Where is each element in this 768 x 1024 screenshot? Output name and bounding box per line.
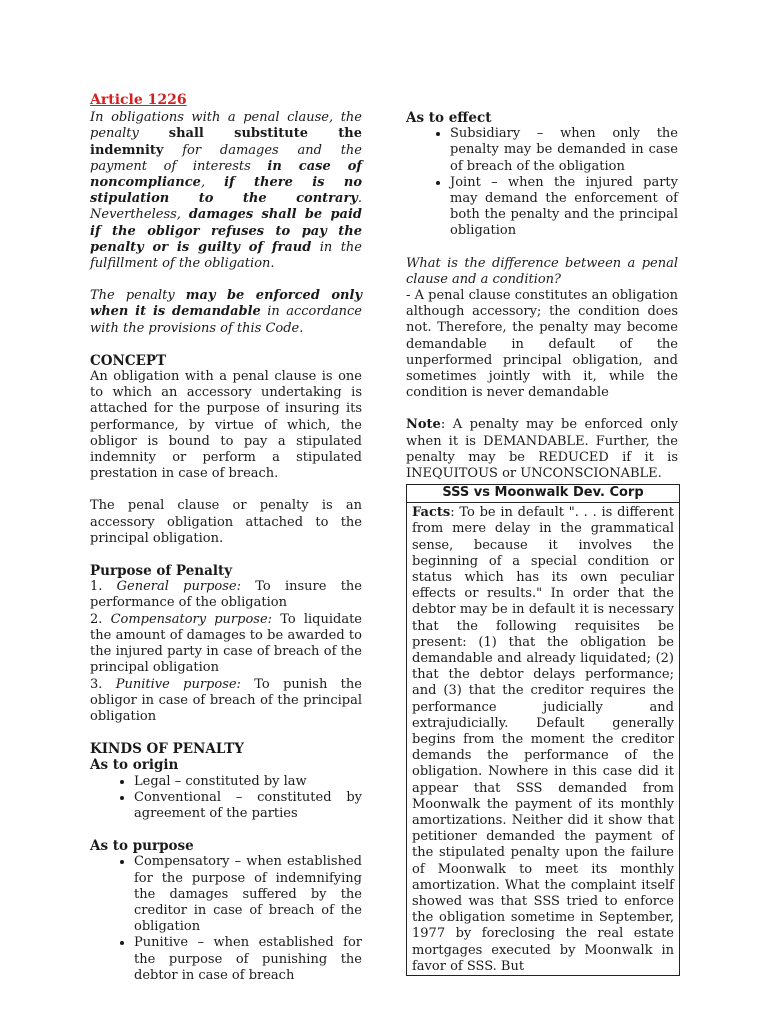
right-column — [406, 110, 678, 482]
purpose-item-3: 3. Punitive purpose: To punish the obligor in case of breach of the principal obligation — [90, 676, 362, 724]
article-title: Article 1226 — [90, 92, 187, 108]
article-paragraph-1: In obligations with a penal clause, the penalty shall substitute the indemnity for damages and the payment of interests in case of noncompliance, if there is no stipulation to the contrary. Nevertheless, damages shall be paid if the obligor refuses to pay the penalty or is guilty of fraud in the fulfillment of the obligation. — [90, 110, 362, 272]
purpose-kind-heading: As to purpose — [90, 838, 194, 855]
article-paragraph-2: The penalty may be enforced only when it is demandable in accordance with the provisions of this Code. — [90, 288, 362, 336]
note-paragraph: Note: A penalty may be enforced only when it is DEMANDABLE. Further, the penalty may be REDUCED if it is INEQUITOUS or UNCONSCIONABLE. — [406, 417, 678, 482]
kinds-heading: KINDS OF PENALTY — [90, 741, 244, 758]
case-title: SSS vs Moonwalk Dev. Corp — [407, 485, 679, 503]
concept-paragraph-1: An obligation with a penal clause is one to which an accessory undertaking is attached for the purpose of insuring its performance, by virtue of which, the obligor is bound to pay a stipulated indemnity or perform a stipulated prestation in case of breach. — [90, 369, 362, 482]
purpose-item-2: 2. Compensatory purpose: To liquidate the amount of damages to be awarded to the injured party in case of breach of the principal obligation — [90, 611, 362, 676]
case-box — [406, 484, 680, 976]
purpose-kind-list — [90, 854, 362, 984]
origin-list — [90, 774, 362, 823]
list-item: • Compensatory – when established for the purpose of indemnifying the damages suffered by the creditor in case of breach of the obligation — [134, 854, 362, 935]
list-item: • Conventional – constituted by agreement of the parties — [134, 790, 362, 822]
list-item: • Subsidiary – when only the penalty may be demanded in case of breach of the obligation — [450, 126, 678, 175]
case-facts: Facts: To be in default ". . . is different from mere delay in the grammatical sense, because it involves the beginning of a special condition or status which has its own peculiar effects or results." In order that the debtor may be in default it is necessary that the following requisites be present: (1) that the obligation be demandable and already liquidated; (2) that the debtor delays performance; and (3) that the creditor requires the performance judicially and extrajudicially. Default generally begins from the moment the creditor demands the performance of the obligation. Nowhere in this case did it appear that SSS demanded from Moonwalk the payment of its monthly amortizations. Neither did it show that petitioner demanded the payment of the stipulated penalty upon the failure of Moonwalk to meet its monthly amortization. What the complaint itself showed was that SSS tried to enforce the obligation sometime in September, 1977 by foreclosing the real estate mortgages executed by Moonwalk in favor of SSS. But — [412, 505, 674, 974]
effect-heading: As to effect — [406, 110, 492, 126]
effect-list — [406, 126, 678, 239]
purpose-item-1: 1. General purpose: To insure the performance of the obligation — [90, 579, 362, 611]
list-item: • Legal – constituted by law — [134, 774, 362, 790]
concept-heading: CONCEPT — [90, 352, 167, 369]
origin-heading: As to origin — [90, 757, 179, 774]
difference-answer: - A penal clause constitutes an obligation although accessory; the condition does not. Therefore, the penalty may become demandable in default of the unperformed principal obligation, and sometimes jointly with it, while the condition is never demandable — [406, 288, 678, 401]
list-item: • Joint – when the injured party may demand the enforcement of both the penalty and the principal obligation — [450, 175, 678, 240]
concept-paragraph-2: The penal clause or penalty is an accessory obligation attached to the principal obligation. — [90, 498, 362, 546]
purpose-heading: Purpose of Penalty — [90, 563, 233, 580]
difference-question: What is the difference between a penal clause and a condition? — [406, 255, 678, 287]
left-column — [90, 92, 362, 984]
list-item: • Punitive – when established for the purpose of punishing the debtor in case of breach — [134, 935, 362, 984]
